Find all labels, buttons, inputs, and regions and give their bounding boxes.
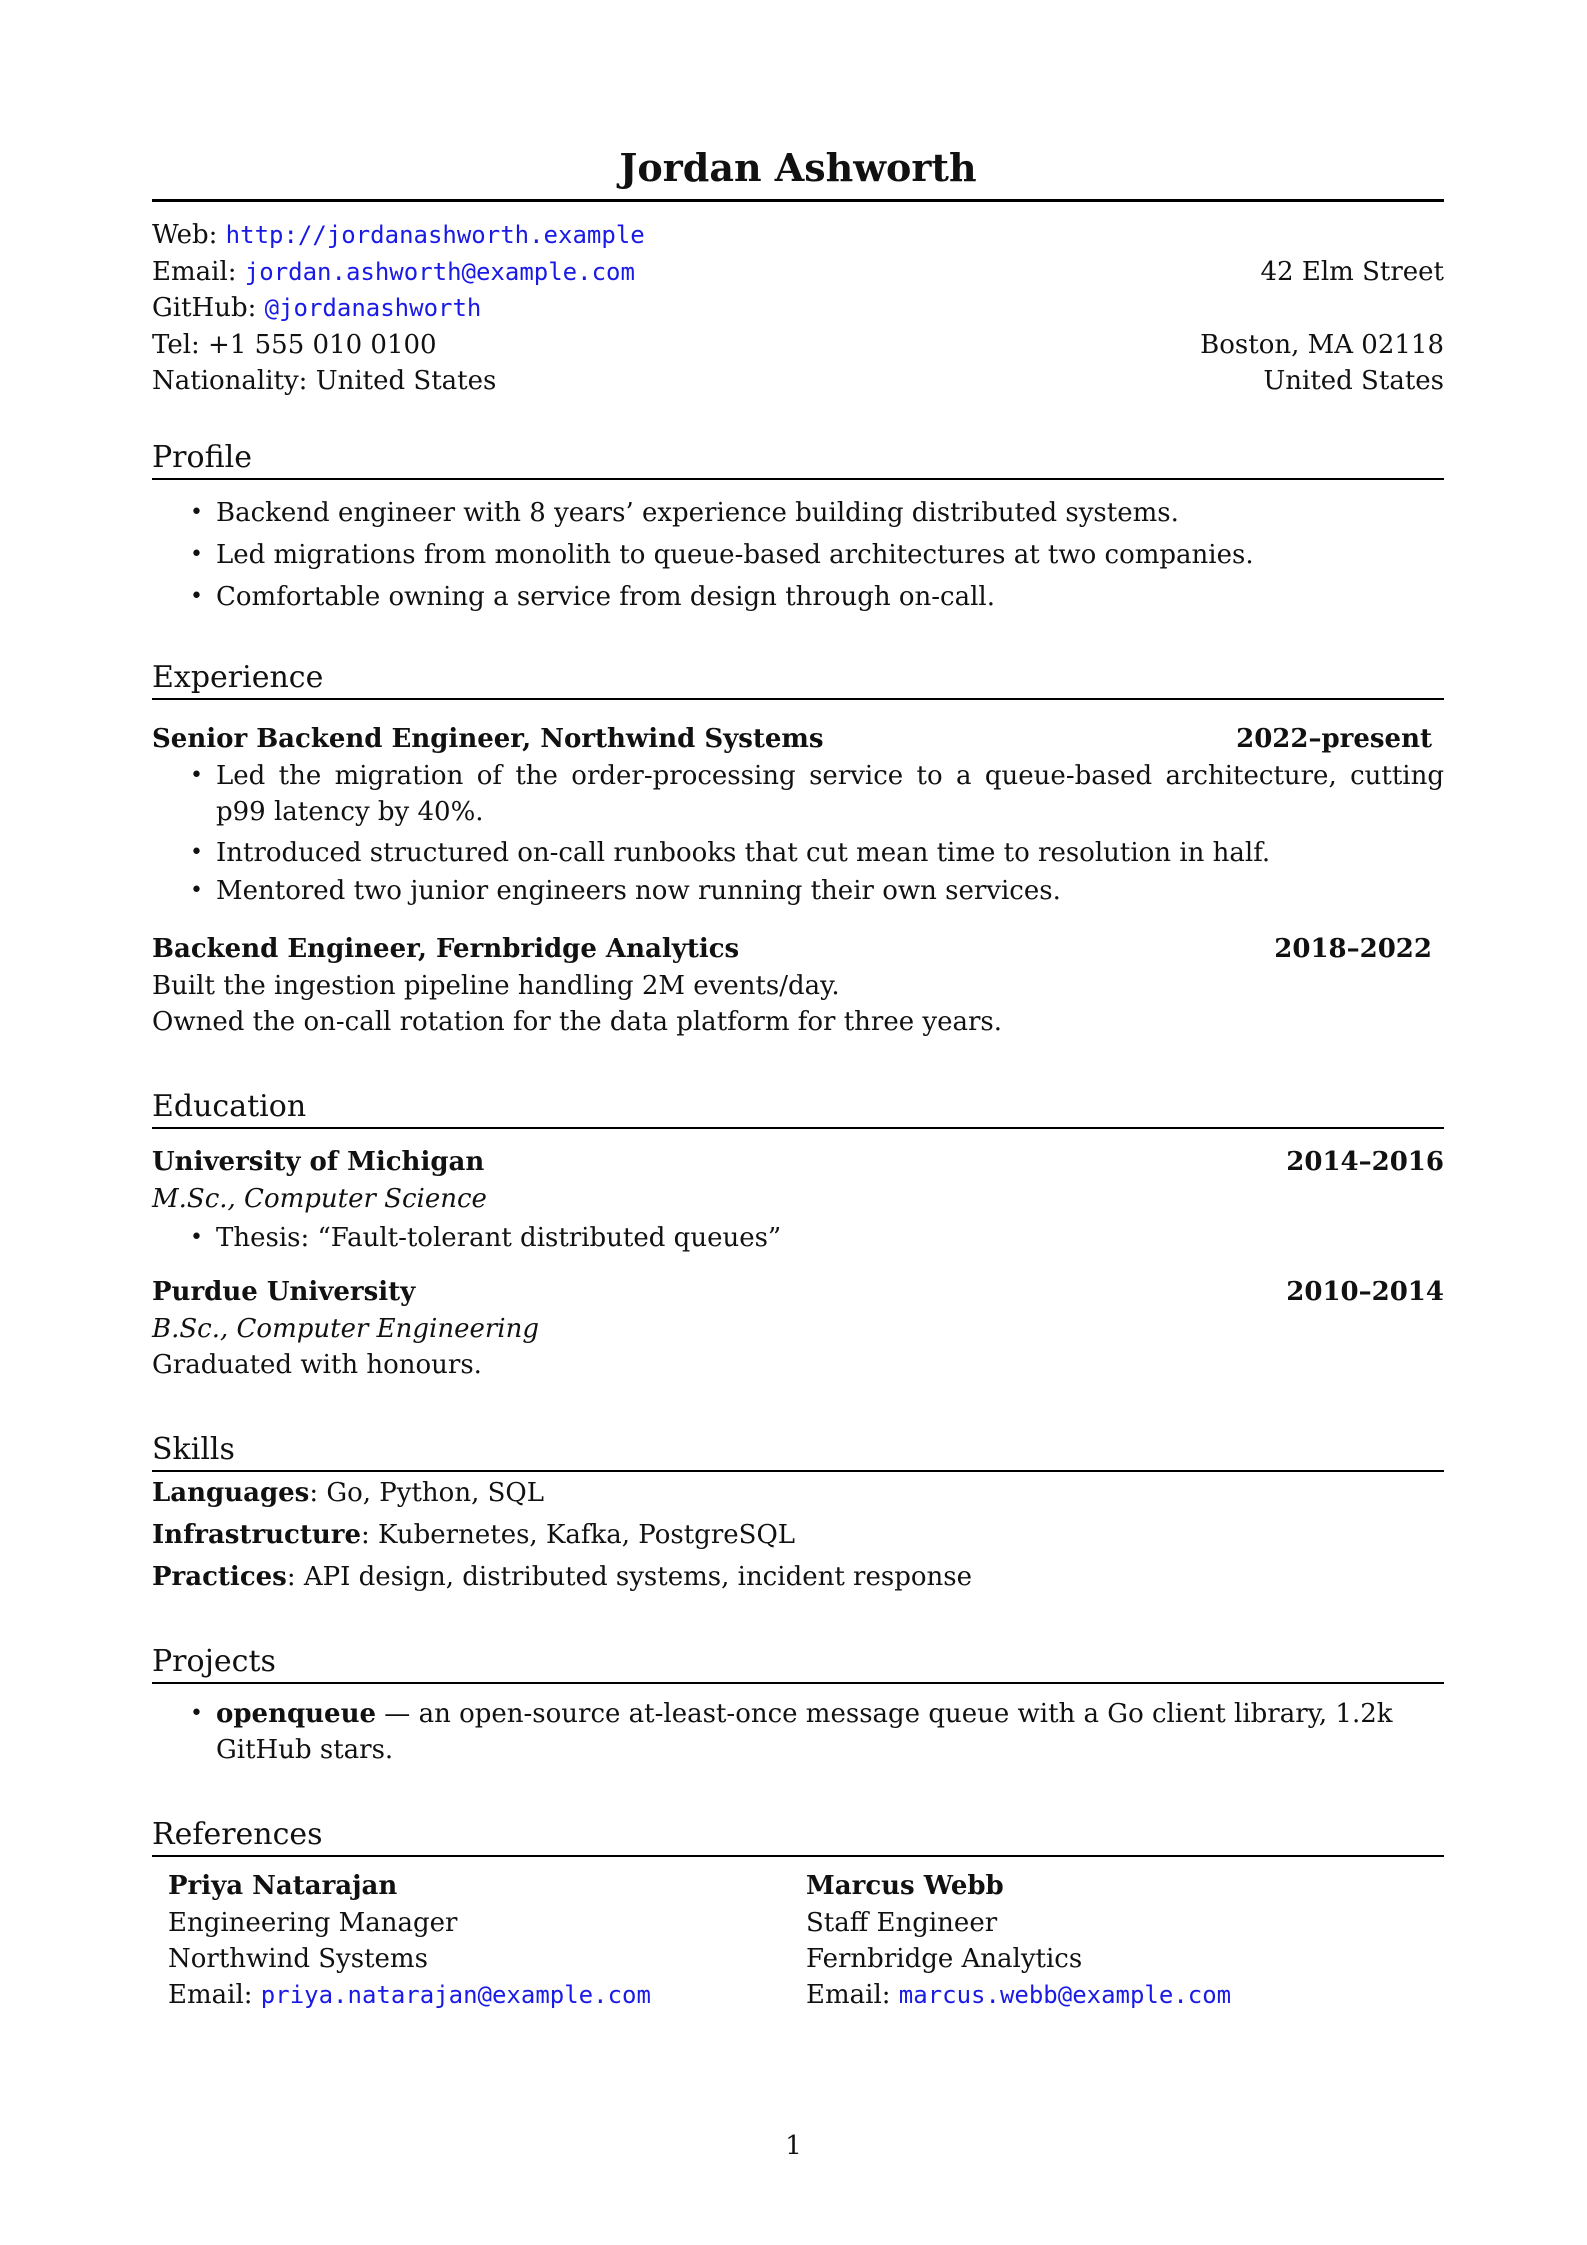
school-header	[152, 1273, 1444, 1311]
telephone: Tel: +1 555 010 0100	[152, 329, 437, 360]
school-name: University of Michigan	[152, 1147, 485, 1177]
reference-company: Fernbridge Analytics	[806, 1944, 1083, 1974]
address-line-1: 42 Elm Street	[1260, 256, 1444, 287]
job-title: Backend Engineer, Fernbridge Analytics	[152, 934, 740, 964]
list-item	[182, 1696, 1444, 1768]
job-title: Senior Backend Engineer, Northwind Systems	[152, 724, 824, 754]
reference-role: Engineering Manager	[168, 1908, 458, 1938]
job-header	[152, 720, 1444, 758]
skill-row	[152, 1472, 1444, 1514]
reference-email-link[interactable]: priya.natarajan@example.com	[260, 1981, 651, 2009]
school-details	[152, 1217, 1444, 1259]
section-title-education: Education	[152, 1089, 307, 1124]
nationality: Nationality: United States	[152, 366, 497, 396]
skill-row	[152, 1514, 1444, 1556]
contact-row-github	[152, 290, 1444, 327]
section-rule	[152, 478, 1444, 480]
skills-section	[152, 1430, 1444, 1598]
job-achievements	[152, 758, 1444, 910]
list-item: • Led migrations from monolith to queue-based architectures at two companies.	[182, 534, 1444, 576]
reference-name: Marcus Webb	[806, 1871, 1004, 1901]
degree: B.Sc., Computer Engineering	[152, 1314, 539, 1344]
profile-section	[152, 438, 1444, 618]
address-line-3: United States	[1263, 366, 1444, 396]
job-header	[152, 930, 1444, 968]
job-dates: 2018–2022	[1274, 934, 1432, 964]
section-rule	[152, 1855, 1444, 1857]
contact-block	[152, 217, 1444, 400]
section-rule	[152, 1682, 1444, 1684]
list-item: • Backend engineer with 8 years’ experience building distributed systems.	[182, 492, 1444, 534]
contact-row-tel	[152, 327, 1444, 364]
address-line-2: Boston, MA 02118	[1200, 329, 1444, 360]
skill-label: Languages	[152, 1478, 310, 1508]
reference-email-label: Email:	[806, 1980, 891, 2010]
projects-section	[152, 1642, 1444, 1768]
project-description: — an open-source at-least-once message queue with a Go client library, 1.2k GitHub stars.	[216, 1699, 1393, 1765]
section-title-profile: Profile	[152, 440, 252, 475]
school-name: Purdue University	[152, 1277, 416, 1307]
reference-name: Priya Natarajan	[168, 1871, 398, 1901]
skill-label: Practices	[152, 1562, 287, 1592]
experience-section	[152, 658, 1444, 1040]
profile-list	[152, 492, 1444, 618]
job-dates: 2022–present	[1236, 724, 1432, 754]
page-number: 1	[785, 2131, 802, 2161]
web-label: Web:	[152, 220, 218, 250]
reference-email-link[interactable]: marcus.webb@example.com	[898, 1981, 1232, 2009]
section-title-experience: Experience	[152, 660, 324, 695]
job-detail: Built the ingestion pipeline handling 2M events/day.	[152, 971, 840, 1001]
skill-value: : Kubernetes, Kafka, PostgreSQL	[361, 1520, 796, 1550]
skill-label: Infrastructure	[152, 1520, 362, 1550]
reference-email-label: Email:	[168, 1980, 253, 2010]
section-rule	[152, 1127, 1444, 1129]
school-header	[152, 1143, 1444, 1181]
list-item: • Led the migration of the order-processing service to a queue-based architecture, cutting p99 latency by 40%.	[182, 758, 1444, 830]
list-item: • Thesis: “Fault-tolerant distributed queues”	[182, 1217, 1444, 1259]
projects-list	[152, 1696, 1444, 1768]
reference-card	[806, 1867, 1444, 2013]
email-label: Email:	[152, 256, 237, 287]
skill-value: : Go, Python, SQL	[309, 1478, 545, 1508]
web-link[interactable]: http://jordanashworth.example	[225, 221, 645, 249]
degree: M.Sc., Computer Science	[152, 1184, 487, 1214]
contact-row-nationality	[152, 363, 1444, 400]
list-item: • Comfortable owning a service from design through on-call.	[182, 576, 1444, 618]
reference-role: Staff Engineer	[806, 1908, 998, 1938]
education-section	[152, 1087, 1444, 1383]
github-link[interactable]: @jordanashworth	[264, 294, 482, 322]
school-dates: 2014–2016	[1286, 1147, 1444, 1177]
reference-card	[168, 1867, 806, 2013]
github-label: GitHub:	[152, 293, 257, 323]
list-item: • Introduced structured on-call runbooks that cut mean time to resolution in half.	[182, 834, 1444, 872]
references-section	[152, 1815, 1444, 2013]
reference-company: Northwind Systems	[168, 1944, 428, 1974]
contact-row-email	[152, 254, 1444, 291]
section-rule	[152, 698, 1444, 700]
job-detail: Owned the on-call rotation for the data platform for three years.	[152, 1007, 1003, 1037]
contact-row-web	[152, 217, 1444, 254]
name-divider	[152, 199, 1444, 202]
section-title-references: References	[152, 1817, 323, 1852]
school-dates: 2010–2014	[1286, 1277, 1444, 1307]
section-title-projects: Projects	[152, 1644, 276, 1679]
section-title-skills: Skills	[152, 1432, 235, 1467]
list-item: • Mentored two junior engineers now running their own services.	[182, 872, 1444, 910]
skill-row	[152, 1556, 1444, 1598]
candidate-name: Jordan Ashworth	[619, 145, 977, 190]
references-grid	[152, 1867, 1444, 2013]
email-link[interactable]: jordan.ashworth@example.com	[244, 257, 635, 286]
project-name: openqueue	[216, 1699, 377, 1729]
skill-value: : API design, distributed systems, incident response	[286, 1562, 972, 1592]
school-note: Graduated with honours.	[152, 1350, 482, 1380]
